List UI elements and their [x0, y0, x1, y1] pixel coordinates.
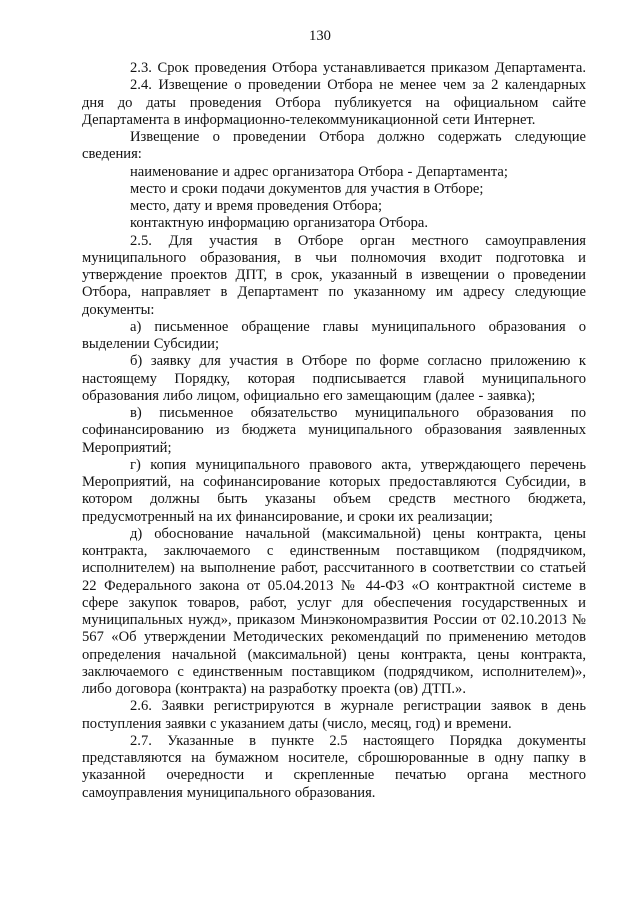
paragraph-2-5: 2.5. Для участия в Отборе орган местного самоуправления муниципального образования, в чьи полномочия входит подготовка и утверждение проектов ДПТ, в срок, указанный в извещении о проведении Отбора, направляет в Департамент по указанному им адресу следующие документы: [82, 232, 586, 318]
list-item-organizer: наименование и адрес организатора Отбора - Департамента; [130, 163, 508, 180]
document-body [82, 60, 586, 802]
list-item-b: б) заявку для участия в Отборе по форме согласно приложению к настоящему Порядку, которая подписывается главой муниципального образования либо лицом, официально его замещающим (далее - заявка); [82, 353, 586, 404]
list-item-date-time: место, дату и время проведения Отбора; [130, 198, 383, 214]
paragraph-notice-content: Извещение о проведении Отбора должно содержать следующие сведения: [82, 129, 586, 163]
page-number: 130 [309, 28, 331, 44]
list-item-contacts: контактную информацию организатора Отбора. [130, 215, 429, 232]
list-item-g: г) копия муниципального правового акта, утверждающего перечень Мероприятий, на софинансирование которых предоставляются Субсидии, в котором должны быть указаны объем средств местного бюджета, предусмотренный на их финансирование, и сроки их реализации; [82, 456, 586, 525]
list-item-a: а) письменное обращение главы муниципального образования о выделении Субсидии; [82, 318, 586, 352]
paragraph-2-3: 2.3. Срок проведения Отбора устанавливается приказом Департамента. [130, 60, 586, 76]
list-item-submission: место и сроки подачи документов для участия в Отборе; [130, 180, 484, 197]
list-item-d: д) обоснование начальной (максимальной) цены контракта, цены контракта, заключаемого с единственным поставщиком (подрядчиком, исполнителем) на выполнение работ, рассчитанного в соответствии со статьей 22 Федерального закона от 05.04.2013 № 44-ФЗ «О контрактной системе в сфере закупок товаров, работ, услуг для обеспечения государственных и муниципальных нужд», приказом Минэкономразвития России от 02.10.2013 № 567 «Об утверждении Методических рекомендаций по применению методов определения начальной (максимальной) цены контракта, цены контракта, заключаемого с единственным поставщиком (подрядчиком, исполнителем)», либо договора (контракта) на разработку проекта (ов) ДТП.». [82, 525, 586, 697]
paragraph-2-6: 2.6. Заявки регистрируются в журнале регистрации заявок в день поступления заявки с указанием даты (число, месяц, год) и времени. [82, 698, 586, 732]
paragraph-2-4: 2.4. Извещение о проведении Отбора не менее чем за 2 календарных дня до даты проведения Отбора публикуется на официальном сайте Департамента в информационно-телекоммуникационной сети Интернет. [82, 77, 586, 128]
list-item-v: в) письменное обязательство муниципального образования по софинансированию из бюджета муниципального образования заявленных Мероприятий; [82, 405, 586, 456]
paragraph-2-7: 2.7. Указанные в пункте 2.5 настоящего Порядка документы представляются на бумажном носителе, сброшюрованные в одну папку в указанной очередности и скрепленные печатью органа местного самоуправления муниципального образования. [82, 732, 586, 801]
